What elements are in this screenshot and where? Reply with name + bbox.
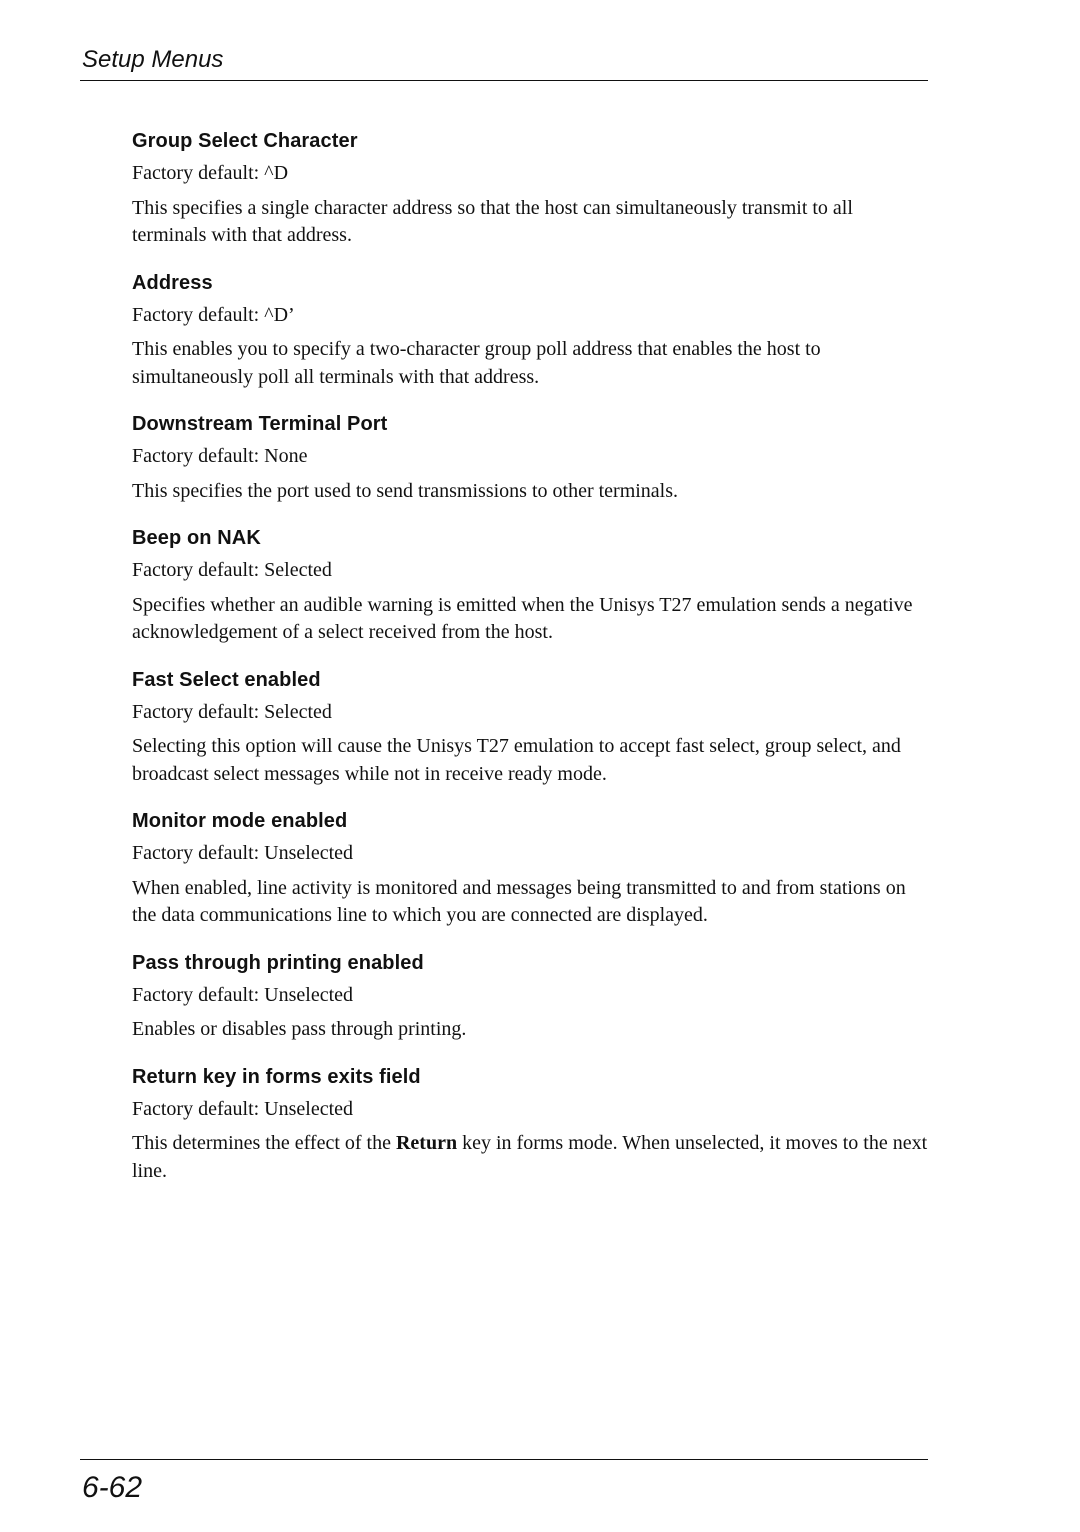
- running-header: Setup Menus: [82, 46, 224, 73]
- section-description: Selecting this option will cause the Unisys T27 emulation to accept fast select, group select, and broadcast select messages while not in receive ready mode.: [132, 735, 901, 785]
- page-number: 6-62: [82, 1471, 143, 1504]
- section-description: When enabled, line activity is monitored and messages being transmitted to and from stations on the data communications line to which you are connected are displayed.: [132, 876, 906, 926]
- section-title: Monitor mode enabled: [132, 810, 348, 832]
- section-fast-select-enabled: [132, 663, 928, 789]
- factory-default: Factory default: Unselected: [132, 1097, 354, 1120]
- description-text-before: This determines the effect of the: [132, 1132, 396, 1154]
- factory-default: Factory default: ^D’: [132, 303, 295, 326]
- section-title: Return key in forms exits field: [132, 1065, 421, 1088]
- section-description: This enables you to specify a two-character group poll address that enables the host to simultaneously poll all terminals with that address.: [132, 338, 821, 388]
- section-downstream-terminal-port: [132, 407, 928, 505]
- section-group-select-character: [132, 124, 928, 250]
- factory-default: Factory default: Selected: [132, 700, 332, 723]
- section-return-key-in-forms-exits-field: [132, 1060, 928, 1186]
- section-title: Pass through printing enabled: [132, 951, 424, 974]
- description-text-after: key in forms mode. When unselected, it moves to the next line.: [132, 1132, 928, 1182]
- section-description: Specifies whether an audible warning is emitted when the Unisys T27 emulation sends a negative acknowledgement of a select received from the host.: [132, 593, 913, 643]
- section-beep-on-nak: [132, 521, 928, 647]
- section-title: Beep on NAK: [132, 527, 261, 549]
- return-key-term: Return: [395, 1132, 458, 1154]
- section-monitor-mode-enabled: [132, 804, 928, 930]
- section-title: Fast Select enabled: [132, 668, 321, 691]
- factory-default: Factory default: ^D: [132, 162, 289, 184]
- section-address: [132, 266, 928, 392]
- header-rule: [80, 80, 928, 81]
- factory-default: Factory default: Unselected: [132, 842, 354, 864]
- factory-default: Factory default: Unselected: [132, 983, 354, 1006]
- factory-default: Factory default: None: [132, 445, 308, 467]
- section-title: Downstream Terminal Port: [132, 413, 388, 435]
- section-description: This specifies the port used to send transmissions to other terminals.: [132, 479, 679, 502]
- section-description: This specifies a single character address so that the host can simultaneously transmit to all terminals with that address.: [132, 196, 853, 246]
- section-description: [132, 1130, 928, 1185]
- section-description: Enables or disables pass through printing.: [132, 1018, 467, 1040]
- main-content: [132, 124, 928, 1185]
- section-title: Address: [132, 271, 213, 294]
- footer-rule: [80, 1459, 928, 1460]
- factory-default: Factory default: Selected: [132, 559, 332, 581]
- section-pass-through-printing-enabled: [132, 946, 928, 1044]
- section-title: Group Select Character: [132, 130, 358, 152]
